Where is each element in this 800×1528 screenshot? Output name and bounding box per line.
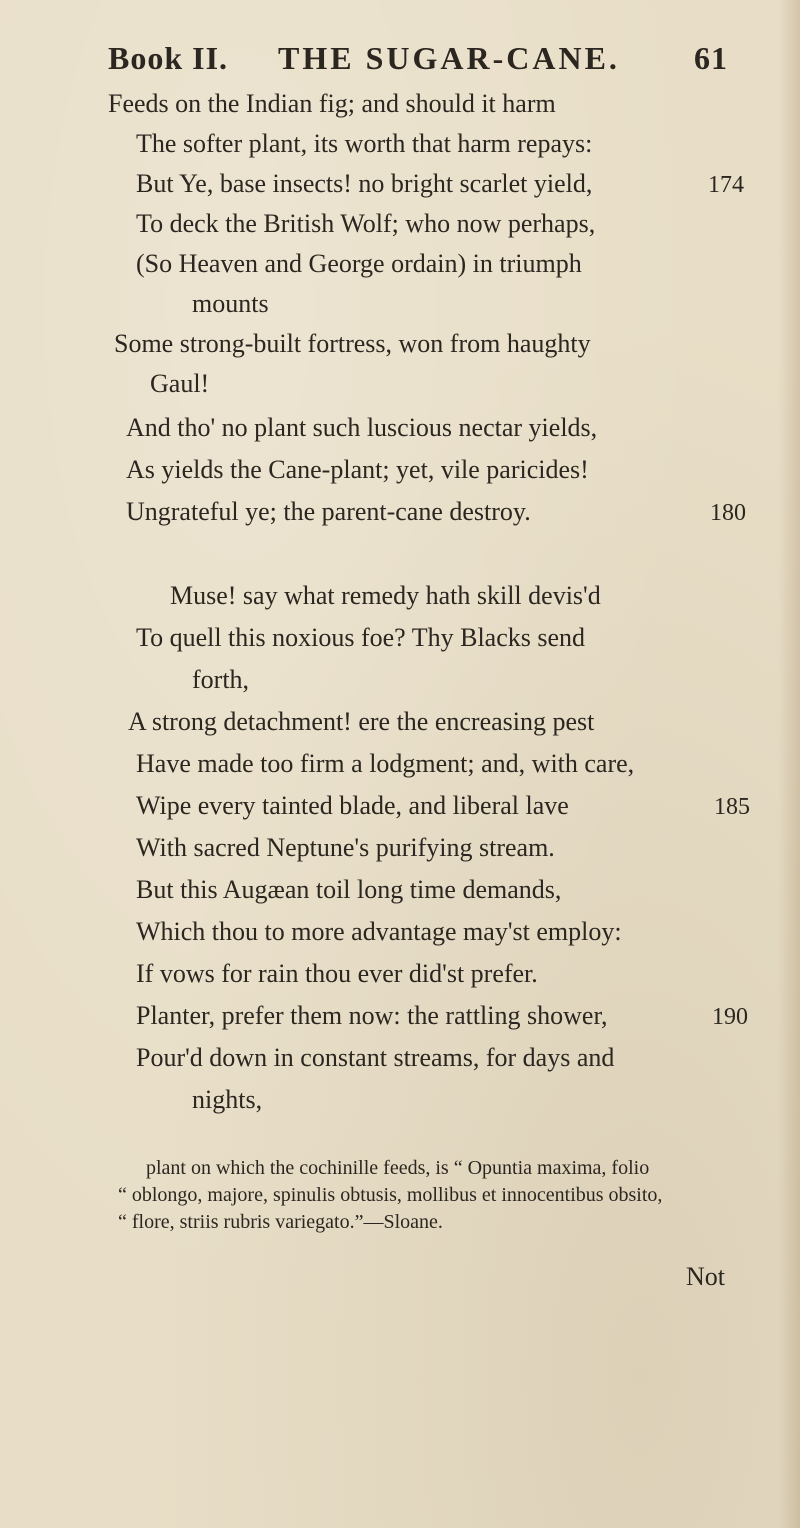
page-number: 61: [694, 40, 728, 76]
verse-line: nights,: [192, 1085, 263, 1114]
verse-line: To quell this noxious foe? Thy Blacks send: [136, 623, 586, 652]
verse-line: Which thou to more advantage may'st employ:: [136, 917, 622, 946]
verse-line: Have made too firm a lodgment; and, with care,: [136, 749, 635, 778]
page-edge-shadow: [778, 0, 800, 1528]
verse-line: Gaul!: [150, 369, 210, 398]
footnote-line: plant on which the cochinille feeds, is “ Opuntia maxima, folio: [146, 1157, 650, 1179]
verse-line: forth,: [192, 665, 250, 694]
footnote-line: “ oblongo, majore, spinulis obtusis, mollibus et innocentibus obsito,: [118, 1184, 663, 1206]
footnote-line: “ flore, striis rubris variegato.”—Sloane.: [118, 1211, 443, 1233]
book-label: Book II.: [108, 40, 229, 76]
verse-line: mounts: [192, 289, 269, 318]
verse-line: Some strong-built fortress, won from haughty: [114, 329, 591, 358]
verse-line: To deck the British Wolf; who now perhaps,: [136, 209, 596, 238]
line-number: 180: [710, 500, 746, 526]
verse-line: Muse! say what remedy hath skill devis'd: [170, 581, 601, 610]
verse-line: But Ye, base insects! no bright scarlet yield,: [136, 169, 593, 198]
line-number: 185: [714, 794, 750, 820]
catchword: Not: [686, 1262, 725, 1291]
verse-line: With sacred Neptune's purifying stream.: [136, 833, 555, 862]
verse-line: But this Augæan toil long time demands,: [136, 875, 562, 904]
verse-line: If vows for rain thou ever did'st prefer.: [136, 959, 538, 988]
verse-line: Feeds on the Indian fig; and should it harm: [108, 89, 556, 118]
verse-line: Ungrateful ye; the parent-cane destroy.: [126, 497, 531, 526]
running-title: THE SUGAR-CANE.: [278, 40, 620, 76]
verse-line: The softer plant, its worth that harm repays:: [136, 129, 593, 158]
line-number: 174: [708, 172, 744, 198]
verse-line: Wipe every tainted blade, and liberal lave: [136, 791, 569, 820]
verse-line: A strong detachment! ere the encreasing pest: [128, 707, 595, 736]
verse-line: Planter, prefer them now: the rattling shower,: [136, 1001, 608, 1030]
verse-line: (So Heaven and George ordain) in triumph: [136, 249, 582, 278]
verse-line: And tho' no plant such luscious nectar yields,: [126, 413, 598, 442]
running-head: [108, 40, 728, 80]
verse-line: As yields the Cane-plant; yet, vile paricides!: [126, 455, 589, 484]
verse-line: Pour'd down in constant streams, for days and: [136, 1043, 615, 1072]
line-number: 190: [712, 1004, 748, 1030]
